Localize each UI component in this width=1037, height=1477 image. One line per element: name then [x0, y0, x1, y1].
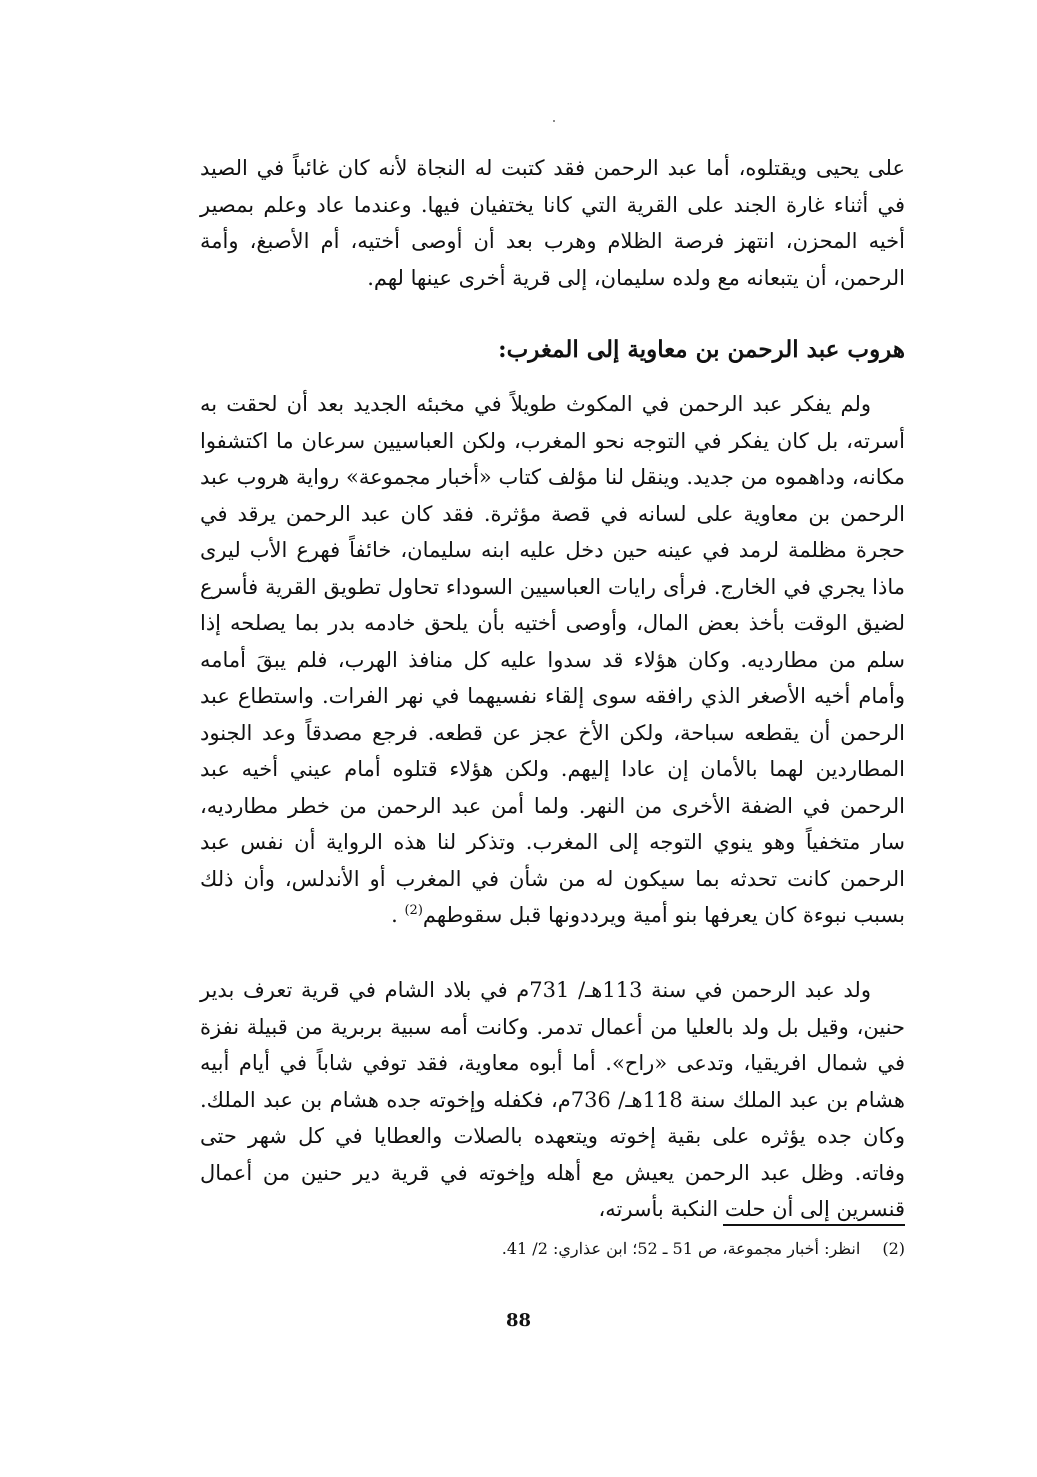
- paragraph-2-body: ولم يفكر عبد الرحمن في المكوث طويلاً في مخبئه الجديد بعد أن لحقت به أسرته، بل كان يفكر في التوجه نحو المغرب، ولكن العباسيين سرعان ما اكتشفوا مكانه، وداهموه من جديد. وينقل لنا مؤلف كتاب «أخبار مجموعة» رواية هروب عبد الرحمن بن معاوية على لسانه في قصة مؤثرة. فقد كان عبد الرحمن يرقد في حجرة مظلمة لرمد في عينه حين دخل عليه ابنه سليمان، خائفاً فهرع الأب ليرى ماذا يجري في الخارج. فرأى رايات العباسيين السوداء تحاول تطويق القرية فأسرع لضيق الوقت بأخذ بعض المال، وأوصى أختيه بأن يلحق خادمه بدر بما يصلحه إذا سلم من مطارديه. وكان هؤلاء قد سدوا عليه كل منافذ الهرب، فلم يبقَ أمامه وأمام أخيه الأصغر الذي رافقه سوى إلقاء نفسيهما في نهر الفرات. واستطاع عبد الرحمن أن يقطعه سباحة، ولكن الأخ عجز عن قطعه. فرجع مصدقاً وعد الجنود المطاردين لهما بالأمان إن عادا إليهم. ولكن هؤلاء قتلوه أمام عيني أخيه عبد الرحمن في الضفة الأخرى من النهر. ولما أمن عبد الرحمن من خطر مطارديه، سار متخفياً وهو ينوي التوجه إلى المغرب. وتذكر لنا هذه الرواية أن نفس عبد الرحمن كانت تحدثه بما سيكون له من شأن في المغرب أو الأندلس، وأن ذلك بسبب نبوءة كان يعرفها بنو أمية ويرددونها قبل سقوطهم: [200, 392, 905, 927]
- footnote-separator: [723, 1224, 905, 1226]
- paragraph-1: [200, 150, 905, 296]
- footnote: [200, 1236, 905, 1262]
- paragraph-2: [200, 386, 905, 934]
- footnote-text: انظر: أخبار مجموعة، ص 51 ـ 52؛ ابن عذاري: 2/ 41.: [501, 1239, 861, 1258]
- section-heading: هروب عبد الرحمن بن معاوية إلى المغرب:: [498, 336, 905, 363]
- paragraph-2-text: [200, 386, 905, 934]
- page-number: 88: [505, 1310, 532, 1331]
- paragraph-3-text: ولد عبد الرحمن في سنة 113هـ/ 731م في بلاد الشام في قرية تعرف بدير حنين، وقيل بل ولد بالعليا من أعمال تدمر. وكانت أمه سبية بربرية من قبيلة نفزة في شمال افريقيا، وتدعى «راح». أما أبوه معاوية، فقد توفي شاباً في أيام أبيه هشام بن عبد الملك سنة 118هـ/ 736م، فكفله وإخوته جده هشام بن عبد الملك. وكان جده يؤثره على بقية إخوته ويتعهده بالصلات والعطايا في كل شهر حتى وفاته. وظل عبد الرحمن يعيش مع أهله وإخوته في قرية دير حنين من أعمال قنسرين إلى أن حلت النكبة بأسرته،: [200, 978, 905, 1221]
- paragraph-1-text: على يحيى ويقتلوه، أما عبد الرحمن فقد كتبت له النجاة لأنه كان غائباً في الصيد في أثناء غارة الجند على القرية التي كانا يختفيان فيها. وعندما عاد وعلم بمصير أخيه المحزن، انتهز فرصة الظلام وهرب بعد أن أوصى أختيه، أم الأصبغ، وأمة الرحمن، أن يتبعانه مع ولده سليمان، إلى قرية أخرى عينها لهم.: [200, 156, 905, 290]
- footnote-marker: (2): [882, 1239, 905, 1258]
- footnote-reference: (2): [404, 903, 423, 918]
- paragraph-2-end: .: [391, 903, 405, 927]
- print-speck: [553, 120, 555, 122]
- paragraph-3: [200, 972, 905, 1228]
